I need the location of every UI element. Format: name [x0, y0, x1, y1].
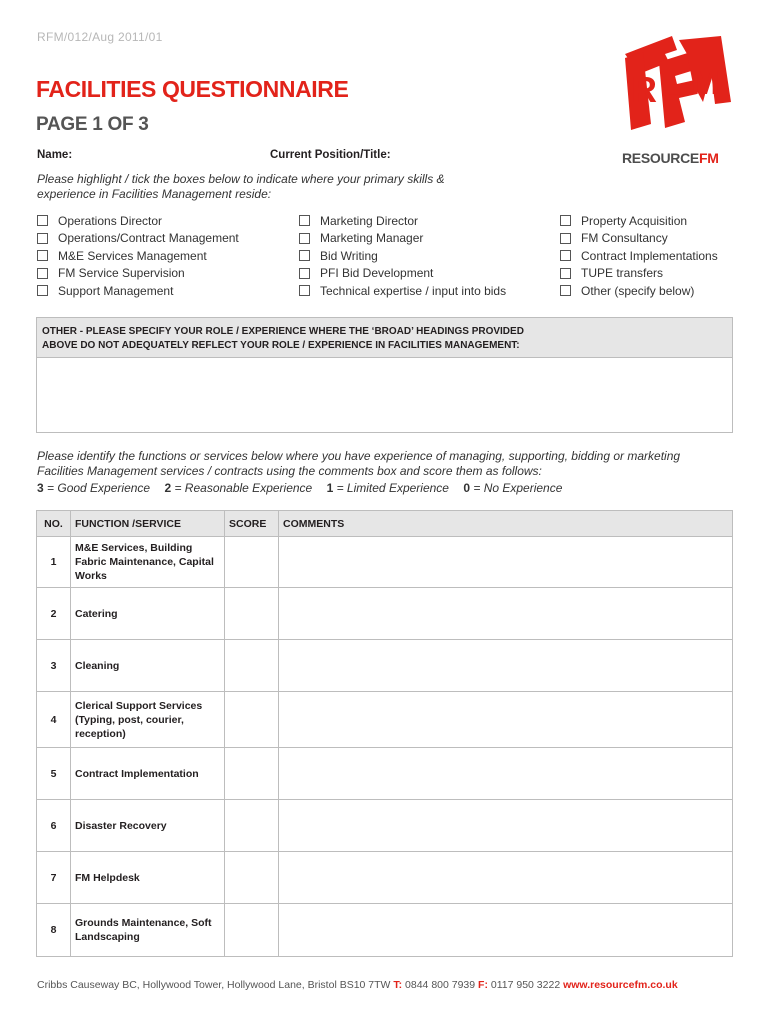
footer-contact	[37, 979, 678, 991]
checklist-column-3	[560, 212, 718, 300]
other-role-text-area[interactable]	[37, 358, 732, 432]
other-role-box	[36, 317, 733, 433]
row-service: Catering	[71, 588, 225, 640]
checklist-option[interactable]: FM Consultancy	[560, 230, 718, 248]
checkbox[interactable]	[37, 215, 48, 226]
checklist-option[interactable]: Operations/Contract Management	[37, 230, 239, 248]
checkbox[interactable]	[560, 285, 571, 296]
score-cell[interactable]	[225, 537, 279, 588]
row-service: Cleaning	[71, 640, 225, 692]
checklist-option[interactable]: Marketing Manager	[299, 230, 506, 248]
brand-name-fm: FM	[698, 150, 719, 166]
checklist-option[interactable]: Marketing Director	[299, 212, 506, 230]
score-cell[interactable]	[225, 904, 279, 957]
row-service: M&E Services, Building Fabric Maintenance, Capital Works	[71, 537, 225, 588]
row-number: 3	[37, 640, 71, 692]
checkbox[interactable]	[299, 285, 310, 296]
brand-name-resource: RESOURCE	[622, 150, 699, 166]
checklist-option[interactable]: Bid Writing	[299, 247, 506, 265]
resourcefm-logo-icon	[617, 32, 735, 132]
page-number: PAGE 1 OF 3	[36, 114, 149, 135]
logo-letter-m: M	[691, 64, 720, 102]
comments-cell[interactable]	[279, 800, 733, 852]
other-role-heading	[37, 318, 732, 358]
checklist-instructions: Please highlight / tick the boxes below to indicate where your primary skills & experience in Facilities Management reside:	[37, 172, 445, 201]
comments-cell[interactable]	[279, 748, 733, 800]
score-cell[interactable]	[225, 800, 279, 852]
checkbox[interactable]	[37, 285, 48, 296]
scale-item: 0 = No Experience	[463, 481, 563, 495]
footer-fax-label: F:	[478, 979, 488, 991]
comments-cell[interactable]	[279, 904, 733, 957]
checkbox[interactable]	[299, 268, 310, 279]
row-service: Clerical Support Services (Typing, post, courier, reception)	[71, 692, 225, 748]
comments-cell[interactable]	[279, 537, 733, 588]
logo-letter-f: F	[663, 86, 682, 119]
table-row	[37, 904, 733, 957]
column-header-score: SCORE	[225, 511, 279, 537]
checkbox[interactable]	[299, 215, 310, 226]
checkbox[interactable]	[560, 215, 571, 226]
checklist-option[interactable]: Technical expertise / input into bids	[299, 282, 506, 300]
row-number: 4	[37, 692, 71, 748]
table-row	[37, 537, 733, 588]
checklist-option[interactable]: Support Management	[37, 282, 239, 300]
score-cell[interactable]	[225, 852, 279, 904]
column-header-function: FUNCTION /SERVICE	[71, 511, 225, 537]
row-number: 7	[37, 852, 71, 904]
function-score-table	[36, 510, 733, 957]
checkbox[interactable]	[37, 250, 48, 261]
score-cell[interactable]	[225, 748, 279, 800]
scale-item: 1 = Limited Experience	[326, 481, 449, 495]
table-row	[37, 588, 733, 640]
row-number: 1	[37, 537, 71, 588]
column-header-comments: COMMENTS	[279, 511, 733, 537]
table-header-row	[37, 511, 733, 537]
row-number: 2	[37, 588, 71, 640]
logo-letter-r: R	[631, 69, 657, 110]
checklist-option[interactable]: Operations Director	[37, 212, 239, 230]
column-header-no: NO.	[37, 511, 71, 537]
checklist-column-1	[37, 212, 239, 300]
name-field-label: Name:	[37, 149, 73, 161]
table-row	[37, 748, 733, 800]
score-cell[interactable]	[225, 692, 279, 748]
checklist-option[interactable]: TUPE transfers	[560, 265, 718, 283]
checkbox[interactable]	[560, 268, 571, 279]
scoring-instructions: Please identify the functions or services below where you have experience of managing, supporting, bidding or marketing Facilities Management services / contracts using the comments box and score them as follows:	[37, 449, 681, 478]
other-role-heading-line-1: OTHER - PLEASE SPECIFY YOUR ROLE / EXPERIENCE WHERE THE ‘BROAD’ HEADINGS PROVIDED	[42, 326, 524, 337]
row-service: Disaster Recovery	[71, 800, 225, 852]
checkbox[interactable]	[560, 233, 571, 244]
row-service: Contract Implementation	[71, 748, 225, 800]
checkbox[interactable]	[299, 233, 310, 244]
page-title: FACILITIES QUESTIONNAIRE	[36, 76, 349, 102]
table-row	[37, 640, 733, 692]
table-row	[37, 800, 733, 852]
brand-name	[622, 150, 719, 166]
score-cell[interactable]	[225, 640, 279, 692]
checkbox[interactable]	[37, 233, 48, 244]
checklist-option[interactable]: Property Acquisition	[560, 212, 718, 230]
row-number: 8	[37, 904, 71, 957]
row-service: Grounds Maintenance, Soft Landscaping	[71, 904, 225, 957]
checklist-option[interactable]: FM Service Supervision	[37, 265, 239, 283]
scale-item: 3 = Good Experience	[37, 481, 151, 495]
checklist-option[interactable]: Other (specify below)	[560, 282, 718, 300]
checklist-column-2	[299, 212, 506, 300]
comments-cell[interactable]	[279, 852, 733, 904]
footer-fax: 0117 950 3222	[487, 979, 564, 991]
scale-item: 2 = Reasonable Experience	[164, 481, 313, 495]
comments-cell[interactable]	[279, 588, 733, 640]
footer-website-link[interactable]: www.resourcefm.co.uk	[563, 979, 678, 991]
comments-cell[interactable]	[279, 692, 733, 748]
footer-phone: 0844 800 7939	[402, 979, 479, 991]
position-field-label: Current Position/Title:	[270, 149, 391, 161]
checklist-option[interactable]: M&E Services Management	[37, 247, 239, 265]
document-reference: RFM/012/Aug 2011/01	[37, 30, 163, 44]
checkbox[interactable]	[299, 250, 310, 261]
table-row	[37, 692, 733, 748]
row-number: 5	[37, 748, 71, 800]
checklist-option[interactable]: Contract Implementations	[560, 247, 718, 265]
checkbox[interactable]	[560, 250, 571, 261]
comments-cell[interactable]	[279, 640, 733, 692]
checkbox[interactable]	[37, 268, 48, 279]
footer-address: Cribbs Causeway BC, Hollywood Tower, Hollywood Lane, Bristol BS10 7TW	[37, 979, 394, 991]
scoring-scale	[37, 481, 573, 495]
footer-phone-label: T:	[393, 979, 403, 991]
row-service: FM Helpdesk	[71, 852, 225, 904]
checklist-option[interactable]: PFI Bid Development	[299, 265, 506, 283]
row-number: 6	[37, 800, 71, 852]
table-row	[37, 852, 733, 904]
other-role-heading-line-2: ABOVE DO NOT ADEQUATELY REFLECT YOUR ROLE / EXPERIENCE IN FACILITIES MANAGEMENT:	[42, 340, 520, 351]
score-cell[interactable]	[225, 588, 279, 640]
